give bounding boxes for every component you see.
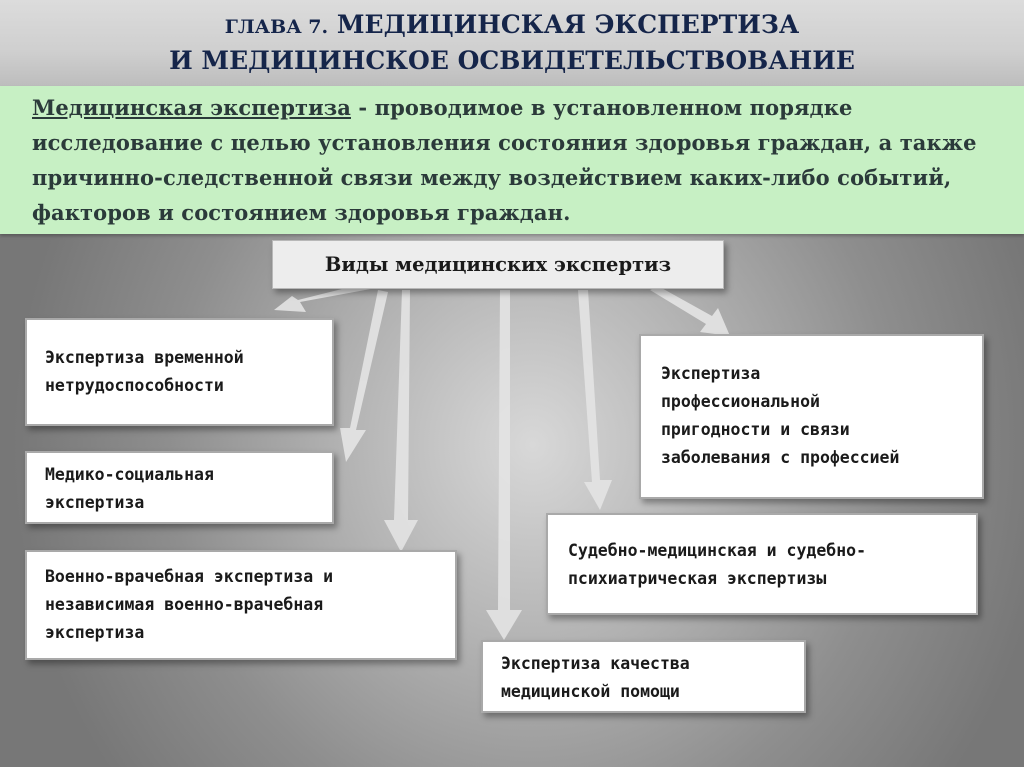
type-line: Военно-врачебная экспертиза и xyxy=(45,567,334,586)
type-line: Медико-социальная xyxy=(45,465,214,484)
type-line: пригодности и связи xyxy=(661,420,850,439)
type-line: психиатрическая экспертизы xyxy=(568,569,827,588)
type-line: экспертиза xyxy=(45,623,145,642)
type-line: Экспертиза временной xyxy=(45,348,244,367)
type-line: экспертиза xyxy=(45,493,145,512)
arrow-left-3 xyxy=(384,290,418,552)
type-line: Судебно-медицинская и судебно- xyxy=(568,541,867,560)
arrow-right-1 xyxy=(578,290,612,510)
type-box-care-quality xyxy=(481,640,806,713)
title-line-1: МЕДИЦИНСКАЯ ЭКСПЕРТИЗА xyxy=(336,10,800,39)
arrow-left-2 xyxy=(340,290,388,462)
type-box-temporary-disability xyxy=(25,318,334,426)
definition-term: Медицинская экспертиза xyxy=(32,95,351,120)
arrow-center xyxy=(486,290,522,640)
type-line: нетрудоспособности xyxy=(45,376,224,395)
type-line: медицинской помощи xyxy=(501,682,680,701)
type-line: заболевания с профессией xyxy=(661,448,900,467)
type-line: Экспертиза xyxy=(661,364,761,383)
arrow-right-2 xyxy=(650,286,730,336)
type-box-professional-fitness xyxy=(639,334,984,499)
type-line: независимая военно-врачебная xyxy=(45,595,324,614)
diagram-header: Виды медицинских экспертиз xyxy=(272,240,724,289)
chapter-label: ГЛАВА 7. xyxy=(224,16,329,38)
type-box-medico-social xyxy=(25,451,334,524)
definition-body: - проводимое в установленном порядке исследование с целью установления состояния здоровья граждан, а также причинно-следственной связи между воздействием каких-либо событий, факторов и состоянием здоровья граждан. xyxy=(32,95,977,225)
title-line-2: И МЕДИЦИНСКОЕ ОСВИДЕТЕЛЬСТВОВАНИЕ xyxy=(169,46,855,75)
type-line: профессиональной xyxy=(661,392,820,411)
type-box-forensic xyxy=(546,513,978,615)
type-line: Экспертиза качества xyxy=(501,654,690,673)
type-box-military-medical xyxy=(25,550,457,660)
